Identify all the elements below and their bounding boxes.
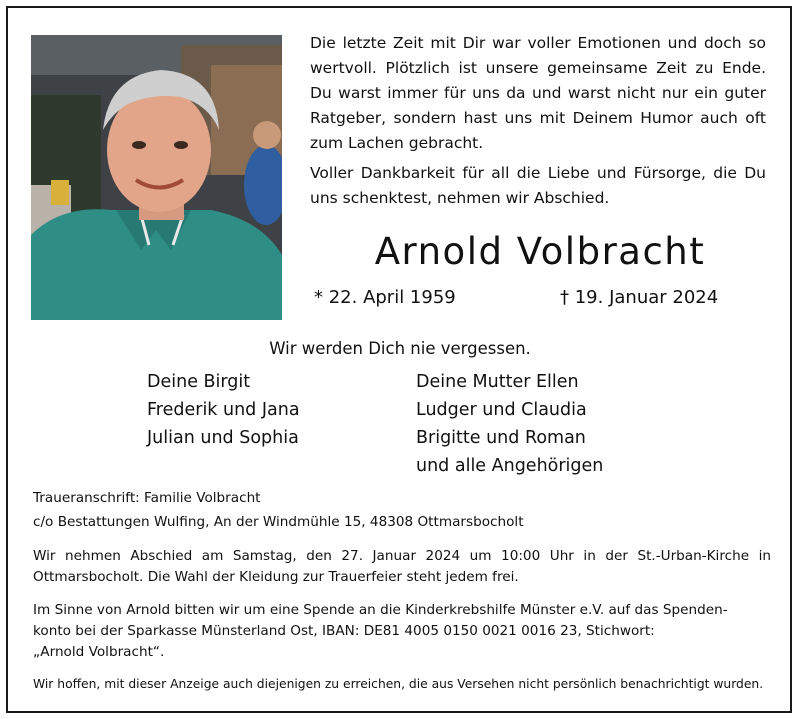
mourner-entry: Deine Birgit: [147, 372, 251, 392]
mourner-entry: Deine Mutter Ellen: [416, 372, 579, 392]
address-line-2: c/o Bestattungen Wulfing, An der Windmühle 15, 48308 Ottmarsbocholt: [33, 514, 524, 530]
intro-paragraph-1: Die letzte Zeit mit Dir war voller Emotionen und doch so wertvoll. Plötzlich ist unsere gemeinsame Zeit zu Ende. Du warst immer für uns da und warst nicht nur ein guter Ratgeber, sondern hast uns mit Deinem Humor auch oft zum Lachen gebracht.: [310, 34, 766, 152]
birth-date: * 22. April 1959: [314, 287, 456, 308]
donation-line-3: „Arnold Volbracht“.: [33, 644, 165, 660]
intro-paragraph-2: Voller Dankbarkeit für all die Liebe und Fürsorge, die Du uns schenktest, nehmen wir Abschied.: [310, 164, 766, 207]
mourner-entry: Brigitte und Roman: [416, 428, 586, 448]
mourners-right: [416, 368, 603, 480]
notice-text: Wir hoffen, mit dieser Anzeige auch diejenigen zu erreichen, die aus Versehen nicht persönlich benachrichtigt wurden.: [33, 677, 764, 691]
mourners-left: [147, 368, 300, 452]
mourner-entry: Frederik und Jana: [147, 400, 300, 420]
death-date: † 19. Januar 2024: [560, 287, 719, 308]
mourner-entry: und alle Angehörigen: [416, 456, 604, 476]
mourner-entry: Ludger und Claudia: [416, 400, 587, 420]
portrait-photo: [31, 35, 282, 320]
portrait-illustration: [31, 35, 282, 320]
address-line-1: Traueranschrift: Familie Volbracht: [33, 490, 261, 506]
donation-line-1: Im Sinne von Arnold bitten wir um eine Spende an die Kinderkrebshilfe Münster e.V. auf das Spenden-: [33, 602, 728, 618]
ceremony-text: Wir nehmen Abschied am Samstag, den 27. Januar 2024 um 10:00 Uhr in der St.-Urban-Kirche in Ottmarsbocholt. Die Wahl der Kleidung zur Trauerfeier steht jedem frei.: [33, 548, 771, 585]
mourner-entry: Julian und Sophia: [147, 428, 299, 448]
motto: Wir werden Dich nie vergessen.: [269, 339, 531, 358]
deceased-name: Arnold Volbracht: [374, 230, 706, 273]
donation-line-2: konto bei der Sparkasse Münsterland Ost, IBAN: DE81 4005 0150 0021 0016 23, Stichwort:: [33, 623, 655, 639]
